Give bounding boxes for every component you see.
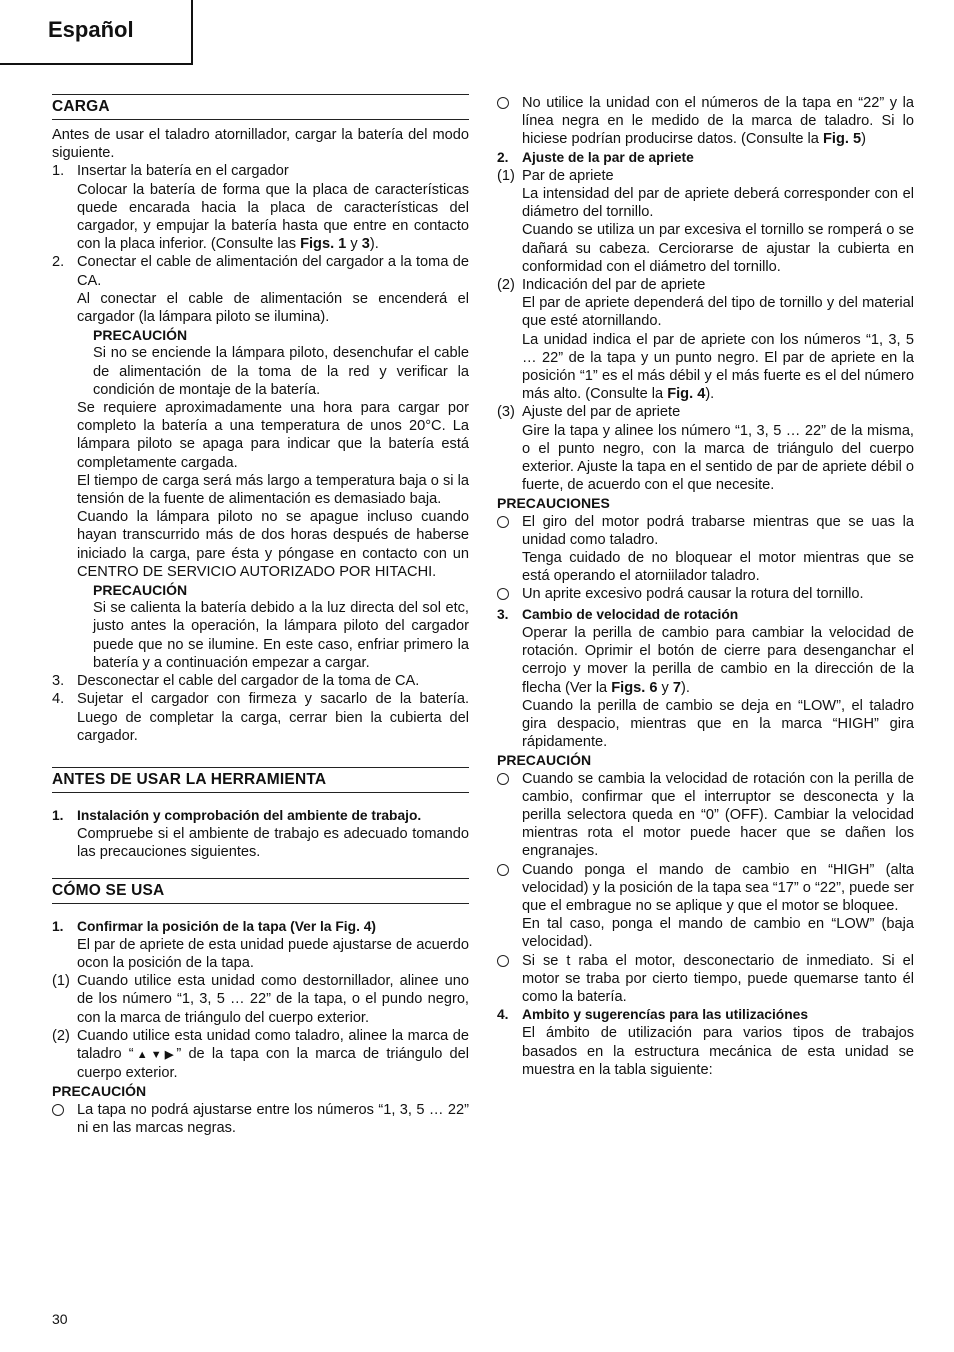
item-label: (1) bbox=[497, 167, 515, 184]
ajuste-step bbox=[497, 149, 914, 167]
step-body: El tiempo de carga será más largo a temperatura baja o si la tensión de la fuente de alimentación es demasiado baja. bbox=[77, 472, 469, 508]
circle-bullet-icon bbox=[497, 588, 509, 600]
caution-body: Un aprite excesivo podrá causar la rotura del tornillo. bbox=[522, 586, 864, 603]
item-body: Cuando se utiliza un par excesiva el tornillo se romperá o se dañará su cabeza. Cerciorarse de ajustar la cubierta en conformidad con el diámetro del tornillo. bbox=[522, 222, 914, 275]
antes-step-1 bbox=[52, 807, 469, 862]
step-number: 3. bbox=[52, 673, 65, 690]
step-title: Insertar la batería en el cargador bbox=[77, 163, 289, 180]
caution-item bbox=[497, 952, 914, 1007]
language-tab bbox=[0, 0, 193, 65]
step-body: El ámbito de utilización para varios tipos de trabajos basados en la estructura mecánica de esta unidad se muestra en la tabla siguiente: bbox=[522, 1025, 914, 1078]
ajuste-item-1 bbox=[497, 167, 914, 276]
caution-body: No utilice la unidad con el números de la tapa en “22” y la línea negra en le medido de la marca de taladro. Si lo hiciese podrían producirse datos. (Consulte la Fig. 5) bbox=[522, 95, 914, 148]
ambito-step bbox=[497, 1006, 914, 1079]
carga-step-2 bbox=[52, 253, 469, 672]
step-title: Instalación y comprobación del ambiente de trabajo. bbox=[77, 807, 422, 823]
step-body: Se requiere aproximadamente una hora para cargar por completo la batería a una temperatura de unos 20°C. La lámpara piloto se apaga para indicar que la batería está completamente cargada. bbox=[77, 400, 469, 471]
item-label: (2) bbox=[52, 1027, 70, 1044]
step-title: Ajuste de la par de apriete bbox=[522, 149, 694, 165]
caution-title: PRECAUCIÓN bbox=[497, 752, 592, 769]
caution-title: PRECAUCIÓN bbox=[52, 1083, 147, 1100]
caution-body: En tal caso, ponga el mando de cambio en “LOW” (baja velocidad). bbox=[522, 916, 914, 951]
carga-step-3 bbox=[52, 672, 469, 690]
carga-intro: Antes de usar el taladro atornillador, cargar la batería del modo siguiente. bbox=[52, 127, 469, 162]
circle-bullet-icon bbox=[497, 97, 509, 109]
step-title: Cambio de velocidad de rotación bbox=[522, 606, 739, 622]
caution-body: Tenga cuidado de no bloquear el motor mientras que se está operando el atorniilador taladro. bbox=[522, 550, 914, 585]
como-item-1 bbox=[52, 972, 469, 1027]
right-column bbox=[497, 94, 914, 1079]
step-title: Confirmar la posición de la tapa (Ver la Fig. 4) bbox=[77, 918, 377, 934]
caution-item bbox=[497, 770, 914, 861]
item-label: (2) bbox=[497, 277, 515, 294]
step-number: 1. bbox=[52, 918, 64, 934]
caution-body: La tapa no podrá ajustarse entre los números “1, 3, 5 … 22” ni en las marcas negras. bbox=[77, 1101, 469, 1136]
drill-mark-icon: ▲▼▶ bbox=[133, 1048, 177, 1061]
ajuste-item-2 bbox=[497, 276, 914, 403]
language-title: Español bbox=[48, 17, 134, 42]
step-body: Operar la perilla de cambio para cambiar la velocidad de rotación. Oprimir el botón de cierre para desenganchar el cerrojo y mover la perilla de cambio en la dirección de la flecha (Ver la Figs. 6 y 7). bbox=[522, 624, 914, 696]
step-number: 2. bbox=[497, 149, 509, 165]
item-body: Gire la tapa y alinee los número “1, 3, 5 … 22” de la misma, o el punto negro, con la marca de triángulo del cuerpo exterior. Ajuste la tapa en el sentido de par de apriete débil o fuerte, de acuerdo con el que necesite. bbox=[522, 422, 914, 494]
step-number: 1. bbox=[52, 163, 65, 180]
left-column bbox=[52, 94, 469, 1137]
section-heading-antes: ANTES DE USAR LA HERRAMIENTA bbox=[52, 767, 469, 793]
caution-body: Cuando se cambia la velocidad de rotación con la perilla de cambio, confirmar que el interruptor se desconecta y la perilla selectora queda en “0” (OFF). Cambiar la velocidad mientras rota el motor puede hacer que se dañen los engranajes. bbox=[522, 770, 914, 860]
circle-bullet-icon bbox=[497, 773, 509, 785]
step-number: 1. bbox=[52, 807, 64, 823]
carga-step-4 bbox=[52, 690, 469, 745]
caution-body: Si no se enciende la lámpara piloto, desenchufar el cable de alimentación de la toma de la red y verificar la condición de montaje de la batería. bbox=[93, 345, 469, 398]
step-title: Desconectar el cable del cargador de la toma de CA. bbox=[77, 673, 420, 690]
section-heading-carga: CARGA bbox=[52, 94, 469, 120]
step-number: 4. bbox=[52, 691, 65, 708]
caution-item bbox=[497, 585, 914, 605]
como-item-2 bbox=[52, 1027, 469, 1083]
caution-item bbox=[497, 861, 914, 952]
caution-title: PRECAUCIÓN bbox=[93, 582, 188, 599]
caution-title: PRECAUCIÓN bbox=[93, 327, 188, 344]
step-number: 2. bbox=[52, 254, 65, 271]
step-body: Compruebe si el ambiente de trabajo es adecuado tomando las precauciones siguientes. bbox=[77, 826, 469, 861]
circle-bullet-icon bbox=[497, 864, 509, 876]
caution-body: Si se calienta la batería debido a la luz directa del sol etc, justo antes la operación, la lámpara piloto del cargador puede que no se ilumine. En este caso, enfriar primero la batería y a continuación empezar a cargar. bbox=[93, 600, 469, 671]
item-title: Ajuste del par de apriete bbox=[522, 404, 681, 421]
step-body: Colocar la batería de forma que la placa de características quede encarada hacia la placa de características del cargador, y empujar la batería hasta que entre en contacto con la placa inferior. (Consulte las Figs. 1 y 3). bbox=[77, 181, 469, 253]
step-title: Conectar el cable de alimentación del cargador a la toma de CA. bbox=[77, 254, 469, 289]
section-heading-como: CÓMO SE USA bbox=[52, 878, 469, 904]
step-title: Sujetar el cargador con firmeza y sacarlo de la batería. Luego de completar la carga, cerrar bien la cubierta del cargador. bbox=[77, 691, 469, 744]
fig-ref: Figs. 1 bbox=[300, 236, 347, 253]
item-label: (3) bbox=[497, 404, 515, 421]
step-body: Cuando la lámpara piloto no se apague incluso cuando hayan transcurrido más de dos horas después de haberse iniciado la carga, pare ésta y póngase en contacto con un CENTRO DE SERVICIO AUTORIZADO POR HITACHI. bbox=[77, 509, 469, 580]
fig-ref: 7 bbox=[672, 679, 681, 696]
fig-ref: Fig. 5 bbox=[822, 131, 862, 148]
como-step-1 bbox=[52, 918, 469, 973]
step-body: Cuando la perilla de cambio se deja en “LOW”, el taladro gira despacio, mientras que en la marca “HIGH” gira rápidamente. bbox=[522, 697, 914, 751]
item-body: El par de apriete dependerá del tipo de tornillo y del material que esté atornillando. bbox=[522, 295, 914, 330]
caution-item bbox=[52, 1101, 469, 1137]
step-number: 3. bbox=[497, 606, 509, 622]
item-body: Cuando utilice esta unidad como destornillador, alinee uno de los número “1, 3, 5 … 22” de la tapa, o el pundo negro, con la marca de triángulo del cuerpo exterior. bbox=[77, 973, 469, 1026]
item-body: Cuando utilice esta unidad como taladro, alinee la marca de taladro “▲▼▶” de la tapa con la marca de triángulo del cuerpo exterior. bbox=[77, 1027, 469, 1082]
circle-bullet-icon bbox=[497, 955, 509, 967]
precauciones-title: PRECAUCIONES bbox=[497, 495, 610, 512]
caution-body: Si se t raba el motor, desconectario de inmediato. Si el motor se traba por cierto tiempo, puede quemarse tanto él como la batería. bbox=[522, 952, 914, 1005]
ajuste-item-3 bbox=[497, 403, 914, 494]
caution-body: Cuando ponga el mando de cambio en “HIGH” (alta velocidad) y la posición de la tapa sea “17” o “22”, puede ser que el embrague no se aplique y que el motor se bloquee. bbox=[522, 861, 914, 914]
item-title: Indicación del par de apriete bbox=[522, 277, 706, 294]
item-label: (1) bbox=[52, 973, 70, 990]
circle-bullet-icon bbox=[52, 1104, 64, 1116]
page-number: 30 bbox=[52, 1311, 68, 1327]
fig-ref: 3 bbox=[361, 236, 370, 253]
step-title: Ambito y sugerencías para las utilizaciónes bbox=[522, 1007, 809, 1023]
caution-block bbox=[77, 581, 469, 672]
carga-step-1 bbox=[52, 162, 469, 253]
fig-ref: Figs. 6 bbox=[611, 679, 658, 696]
caution-item bbox=[497, 513, 914, 586]
item-body: La unidad indica el par de apriete con los números “1, 3, 5 … 22” de la tapa y un punto negro. El par de apriete en la posición “1” es el más débil y el más fuerte es el del número más alto. (Consulte la Fig. 4). bbox=[522, 331, 914, 403]
step-number: 4. bbox=[497, 1007, 509, 1023]
step-body: El par de apriete de esta unidad puede ajustarse de acuerdo ocon la posición de la tapa. bbox=[77, 936, 469, 971]
caution-block bbox=[77, 326, 469, 399]
caution-item bbox=[497, 94, 914, 149]
item-title: Par de apriete bbox=[522, 167, 614, 184]
fig-ref: Fig. 4 bbox=[667, 386, 706, 403]
caution-body: El giro del motor podrá trabarse mientras que se uas la unidad como taladro. bbox=[522, 513, 914, 548]
item-body: La intensidad del par de apriete deberá corresponder con el diámetro del tornillo. bbox=[522, 186, 914, 221]
cambio-step bbox=[497, 606, 914, 752]
circle-bullet-icon bbox=[497, 516, 509, 528]
step-body: Al conectar el cable de alimentación se encenderá el cargador (la lámpara piloto se ilumina). bbox=[77, 290, 469, 326]
